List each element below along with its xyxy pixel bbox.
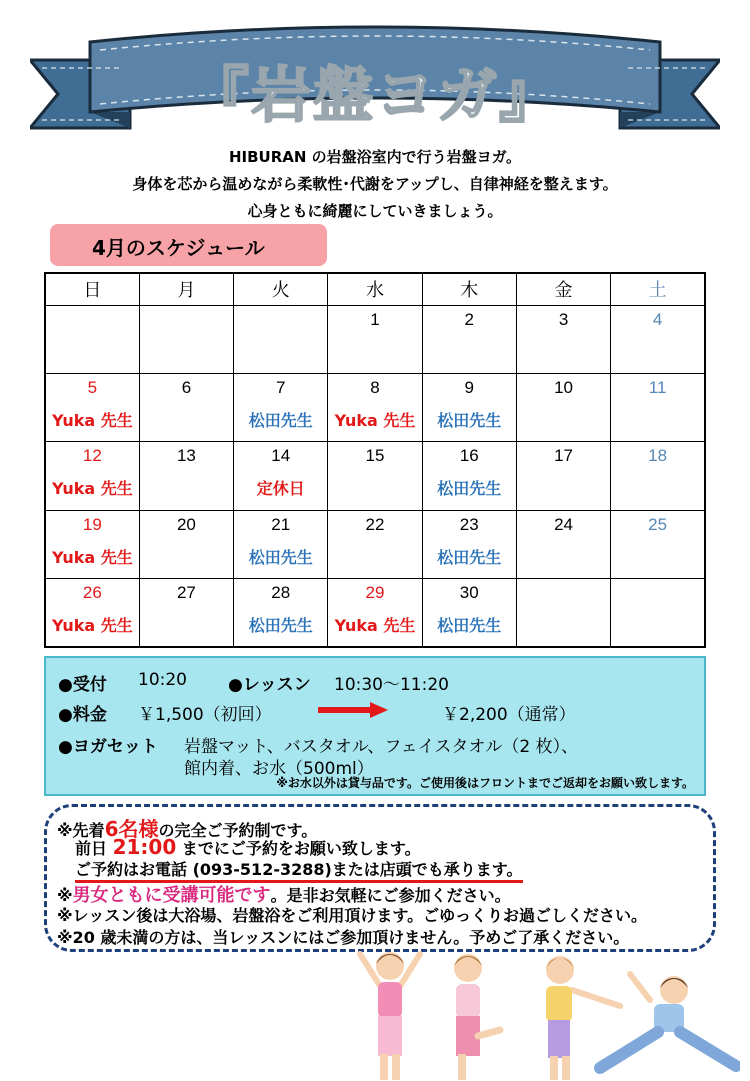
- calendar-cell-mon: [139, 579, 233, 647]
- teacher-label: Yuka 先生: [334, 616, 416, 636]
- day-number: [140, 306, 233, 336]
- teacher-label: [611, 404, 704, 408]
- calendar-cell-thu: [422, 373, 516, 441]
- yoga-person-4: [600, 974, 736, 1068]
- notice-line-1: ※先着6名様の完全ご予約制です。: [57, 817, 318, 841]
- day-number: 21: [271, 514, 291, 534]
- header-sun: 日: [45, 273, 139, 305]
- day-number: 1: [370, 309, 380, 329]
- notice-line-6: ※20 歳未満の方は、当レッスンにはご参加頂けません。予めご了承ください。: [57, 928, 630, 947]
- schedule-calendar: [44, 272, 706, 648]
- calendar-week-row: [45, 442, 705, 510]
- day-number: 15: [365, 446, 385, 466]
- teacher-label: [328, 336, 421, 340]
- arrow-right-icon: [318, 702, 388, 718]
- calendar-cell-tue: [234, 579, 328, 647]
- yoga-person-1: [360, 952, 420, 1080]
- intro-line-3: 心身ともに綺麗にしていきましょう。: [247, 202, 503, 220]
- day-number: 10: [554, 377, 573, 397]
- calendar-cell-sun: [45, 305, 139, 373]
- calendar-cell-sat: [611, 510, 705, 578]
- day-number: 16: [459, 446, 479, 466]
- intro-line-1: HIBURAN の岩盤浴室内で行う岩盤ヨガ。: [228, 148, 522, 166]
- teacher-label: [140, 609, 233, 613]
- day-number: 23: [459, 514, 479, 534]
- calendar-cell-sat: [611, 305, 705, 373]
- day-number: 27: [176, 583, 196, 603]
- day-number: 26: [82, 583, 102, 603]
- set-label: ●ヨガセット: [58, 737, 158, 757]
- day-number: [611, 579, 704, 609]
- teacher-label: [517, 609, 610, 613]
- fee-regular: ￥2,200（通常）: [442, 705, 576, 725]
- day-number: 30: [459, 583, 479, 603]
- teacher-label: [234, 336, 327, 340]
- teacher-label: [517, 336, 610, 340]
- calendar-cell-mon: [139, 373, 233, 441]
- calendar-cell-thu: [422, 510, 516, 578]
- day-number: 25: [648, 514, 668, 534]
- day-number: 20: [176, 514, 196, 534]
- teacher-label: [517, 472, 610, 476]
- calendar-cell-mon: [139, 510, 233, 578]
- header-mon: 月: [139, 273, 233, 305]
- calendar-cell-thu: [422, 579, 516, 647]
- teacher-label: [140, 541, 233, 545]
- day-number: 12: [82, 446, 102, 466]
- notice-box: [44, 804, 716, 952]
- calendar-cell-sun: [45, 510, 139, 578]
- yoga-person-2: [454, 954, 500, 1080]
- teacher-label: [423, 336, 516, 340]
- info-box: [44, 656, 706, 796]
- day-number: [46, 306, 139, 336]
- teacher-label: 松田先生: [437, 616, 502, 636]
- calendar-week-row: [45, 579, 705, 647]
- teacher-label: Yuka 先生: [334, 410, 416, 430]
- lesson-time: 10:30～11:20: [334, 675, 449, 695]
- fee-label: ●料金: [58, 705, 107, 725]
- day-number: 29: [365, 583, 385, 603]
- day-number: 19: [82, 514, 102, 534]
- day-number: 28: [271, 583, 291, 603]
- teacher-label: [517, 541, 610, 545]
- day-number: 5: [87, 377, 98, 397]
- calendar-week-row: [45, 373, 705, 441]
- calendar-cell-wed: [328, 579, 422, 647]
- day-number: 11: [648, 377, 667, 397]
- teacher-label: [140, 336, 233, 340]
- calendar-cell-fri: [516, 442, 610, 510]
- notice-line-2: 前日 21:00 までにご予約をお願い致します。: [75, 835, 421, 859]
- calendar-header-row: [45, 273, 705, 305]
- set-items-2: 館内着、お水（500ml）: [184, 759, 374, 779]
- intro-line-2: 身体を芯から温めながら柔軟性･代謝をアップし、自律神経を整えます。: [132, 175, 618, 193]
- notice-line-5: ※レッスン後は大浴場、岩盤浴をご利用頂けます。ごゆっくりお過ごしください。: [57, 906, 647, 925]
- calendar-cell-sat: [611, 373, 705, 441]
- day-number: 14: [271, 446, 291, 466]
- teacher-label: 定休日: [256, 479, 305, 499]
- calendar-cell-thu: [422, 305, 516, 373]
- header-wed: 水: [328, 273, 422, 305]
- teacher-label: Yuka 先生: [51, 547, 133, 567]
- calendar-cell-mon: [139, 305, 233, 373]
- schedule-label: 4月のスケジュール: [50, 224, 327, 266]
- calendar-week-row: [45, 510, 705, 578]
- day-number: 22: [365, 514, 385, 534]
- day-number: 6: [181, 377, 192, 397]
- teacher-label: 松田先生: [248, 616, 313, 636]
- header-thu: 木: [422, 273, 516, 305]
- calendar-cell-wed: [328, 442, 422, 510]
- teacher-label: [46, 336, 139, 340]
- calendar-cell-sat: [611, 579, 705, 647]
- day-number: 18: [648, 446, 668, 466]
- notice-line-3: ご予約はお電話 (093-512-3288)または店頭でも承ります。: [75, 857, 523, 880]
- teacher-label: [517, 404, 610, 408]
- calendar-cell-tue: [234, 442, 328, 510]
- info-note: ※お水以外は貸与品です。ご使用後はフロントまでご返却をお願い致します。: [276, 776, 694, 790]
- calendar-cell-fri: [516, 579, 610, 647]
- page-title: 『岩盤ヨガ』: [189, 61, 561, 131]
- teacher-label: 松田先生: [437, 547, 502, 567]
- calendar-cell-tue: [234, 510, 328, 578]
- header-fri: 金: [516, 273, 610, 305]
- day-number: 8: [370, 377, 380, 397]
- set-items-1: 岩盤マット、バスタオル、フェイスタオル（2 枚）、: [184, 737, 579, 757]
- calendar-cell-mon: [139, 442, 233, 510]
- calendar-cell-sun: [45, 442, 139, 510]
- header-tue: 火: [234, 273, 328, 305]
- teacher-label: [328, 541, 421, 545]
- calendar-cell-wed: [328, 305, 422, 373]
- calendar-cell-thu: [422, 442, 516, 510]
- reception-label: ●受付: [58, 675, 107, 695]
- teacher-label: [611, 472, 704, 476]
- teacher-label: [611, 609, 704, 613]
- calendar-cell-fri: [516, 510, 610, 578]
- calendar-cell-tue: [234, 373, 328, 441]
- teacher-label: [140, 404, 233, 408]
- header-sat: 土: [611, 273, 705, 305]
- teacher-label: 松田先生: [437, 479, 502, 499]
- day-number: 3: [558, 309, 569, 329]
- day-number: 13: [176, 446, 196, 466]
- calendar-cell-fri: [516, 305, 610, 373]
- calendar-cell-wed: [328, 510, 422, 578]
- fee-first: ￥1,500（初回）: [138, 705, 272, 725]
- teacher-label: 松田先生: [248, 410, 313, 430]
- calendar-cell-wed: [328, 373, 422, 441]
- day-number: [517, 579, 610, 609]
- notice-line-4: ※男女ともに受講可能です。是非お気軽にご参加ください。: [57, 885, 511, 906]
- day-number: 7: [275, 377, 286, 397]
- teacher-label: [611, 336, 704, 340]
- day-number: 2: [464, 309, 474, 329]
- day-number: 17: [554, 446, 573, 466]
- day-number: 9: [464, 377, 474, 397]
- teacher-label: Yuka 先生: [51, 410, 133, 430]
- teacher-label: 松田先生: [248, 547, 313, 567]
- calendar-cell-sat: [611, 442, 705, 510]
- day-number: [234, 306, 327, 336]
- calendar-cell-fri: [516, 373, 610, 441]
- calendar-cell-tue: [234, 305, 328, 373]
- calendar-cell-sun: [45, 373, 139, 441]
- lesson-label: ●レッスン: [228, 675, 311, 695]
- teacher-label: Yuka 先生: [51, 479, 133, 499]
- reception-time: 10:20: [138, 670, 187, 690]
- teacher-label: [611, 541, 704, 545]
- yoga-people-illustration: [350, 946, 740, 1080]
- day-number: 4: [652, 309, 663, 329]
- calendar-week-row: [45, 305, 705, 373]
- teacher-label: [328, 472, 421, 476]
- calendar-cell-sun: [45, 579, 139, 647]
- teacher-label: Yuka 先生: [51, 616, 133, 636]
- teacher-label: [140, 472, 233, 476]
- day-number: 24: [554, 514, 573, 534]
- teacher-label: 松田先生: [437, 410, 502, 430]
